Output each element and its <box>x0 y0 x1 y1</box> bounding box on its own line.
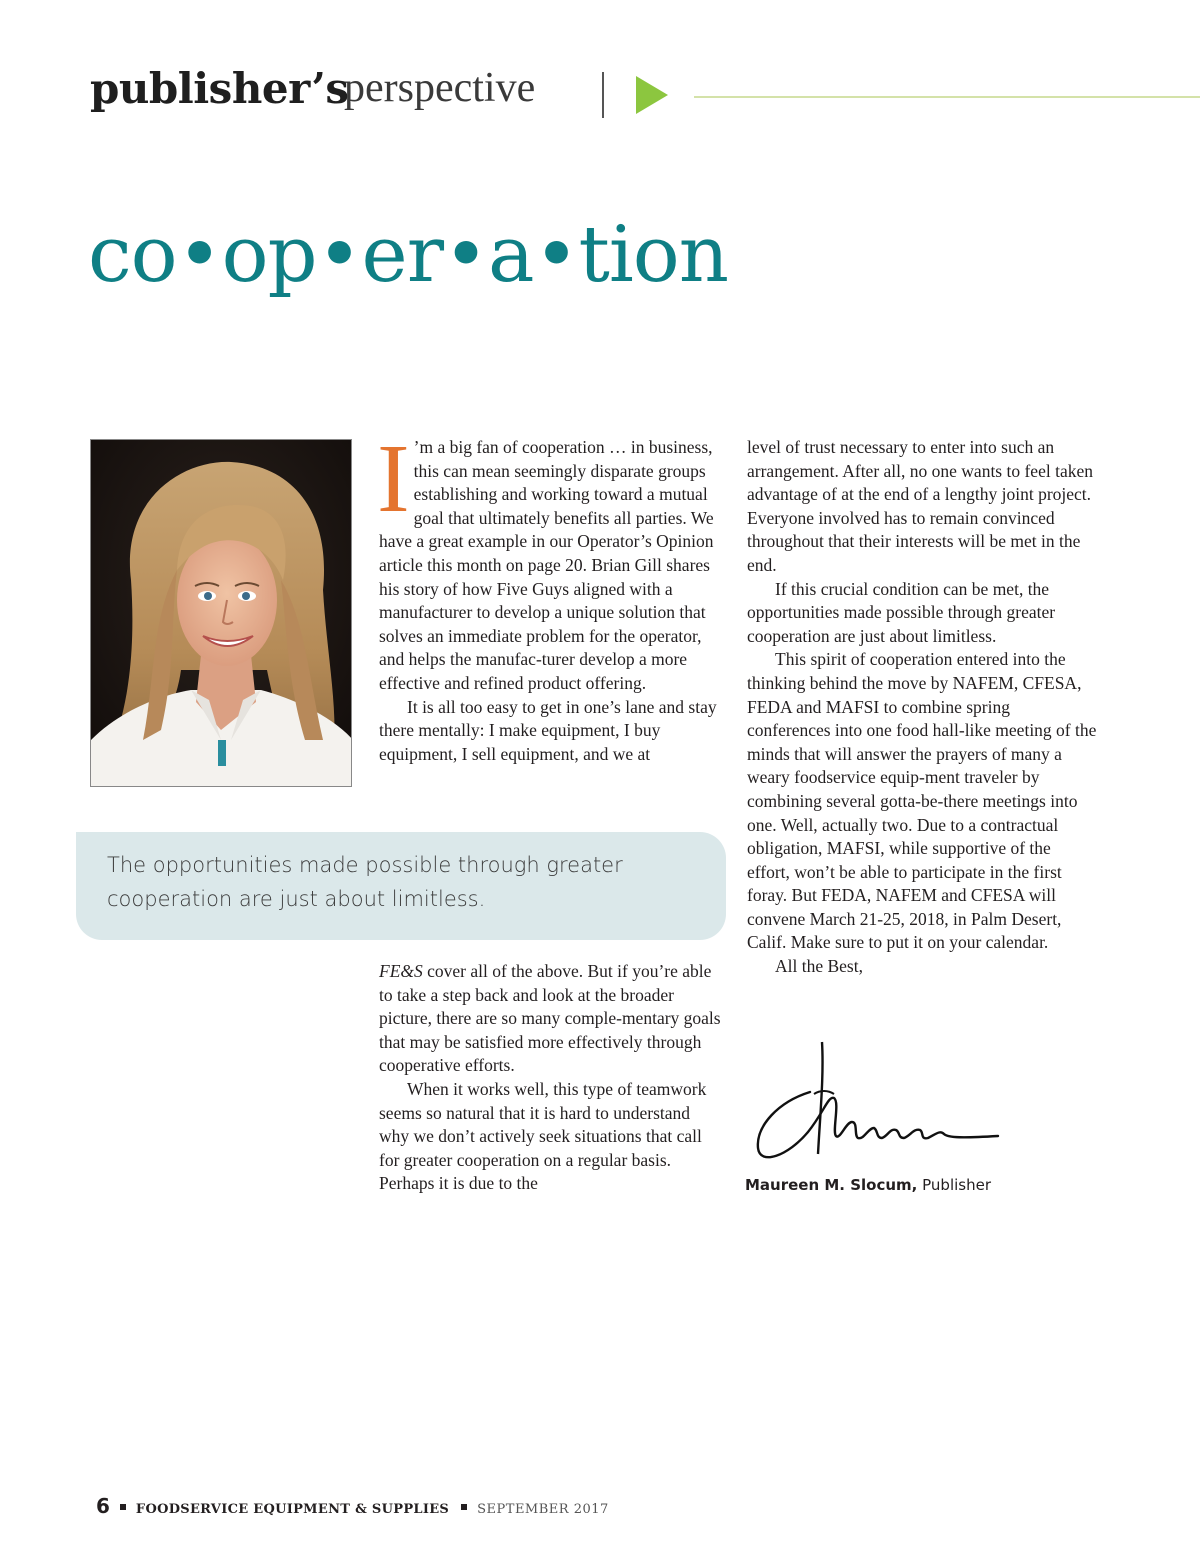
article-paragraph: If this crucial condition can be met, the opportunities made possible through greater cooperation are just about limitless. <box>747 578 1056 646</box>
article-headline: co•op•er•a•tion <box>88 210 729 300</box>
publication-name: FOODSERVICE EQUIPMENT & SUPPLIES <box>135 1502 450 1517</box>
page-number: 6 <box>96 1494 110 1518</box>
article-paragraph: level of trust necessary to enter into such an arrangement. After all, no one wants to feel taken advantage of at the end of a lengthy joint project. Everyone involved has to remain convinced throughout that their interests will be met in the end. <box>747 437 1093 575</box>
article-paragraph: It is all too easy to get in one’s lane and stay there mentally: I make equipment, I buy equipment, I sell equipment, and we at <box>379 696 717 764</box>
issue-date: SEPTEMBER 2017 <box>477 1502 609 1517</box>
header-divider <box>602 72 604 118</box>
paragraph-text: cover all of the above. But if you’re able to take a step back and look at the broader picture, there are so many comple-mentary goals that may be satisfied more effectively through cooperative efforts. <box>379 961 721 1076</box>
article-column-1-continued <box>379 960 724 1196</box>
section-title-light: perspective <box>344 65 536 111</box>
bullet-square-icon <box>461 1504 467 1510</box>
play-arrow-icon <box>636 76 668 114</box>
article-paragraph: When it works well, this type of teamwork seems so natural that it is hard to understand why we don’t actively seek situations that call for greater cooperation on a regular basis. Perhaps it is due to the <box>379 1078 707 1194</box>
header-rule <box>694 96 1200 98</box>
bullet-square-icon <box>120 1504 126 1510</box>
portrait-photo-icon <box>90 439 352 787</box>
article-paragraph <box>379 960 724 1078</box>
article-paragraph <box>377 425 724 696</box>
dropcap: I <box>377 425 410 533</box>
article-column-2 <box>747 436 1097 979</box>
pull-quote: The opportunities made possible through greater cooperation are just about limitless. <box>76 832 726 940</box>
publisher-name: Maureen M. Slocum, <box>745 1176 918 1194</box>
article-column-1 <box>377 425 724 766</box>
paragraph-text: ’m a big fan of cooperation … in business, this can mean seemingly disparate groups establishing and working toward a mutual goal that ultimately benefits all parties. We have a great example in our Operator’s Opinion article this month on page 20. Brian Gill shares his story of how Five Guys aligned with a manufacturer to develop a unique solution that solves an immediate problem for the operator, and helps the manufac-turer develop a more effective and refined product offering. <box>379 437 714 693</box>
signature-icon <box>748 1036 1008 1166</box>
article-paragraph: This spirit of cooperation entered into the thinking behind the move by NAFEM, CFESA, FEDA and MAFSI to combine spring conferences into one food hall-like meeting of the minds that will answer the prayers of many a weary foodservice equip-ment traveler by combining several gotta-be-there meetings into one. Well, actually two. Due to a contractual obligation, MAFSI, while supportive of the effort, won’t be able to participate in the first foray. But FEDA, NAFEM and CFESA will convene March 21-25, 2018, in Palm Desert, Calif. Make sure to put it on your calendar. <box>747 649 1097 953</box>
publisher-title: Publisher <box>917 1176 992 1194</box>
closing-line: All the Best, <box>775 956 863 977</box>
signature-caption <box>745 1176 991 1194</box>
publication-abbreviation: FE&S <box>379 961 423 981</box>
page-footer <box>96 1494 609 1518</box>
section-title-bold: publisher’s <box>90 64 349 113</box>
